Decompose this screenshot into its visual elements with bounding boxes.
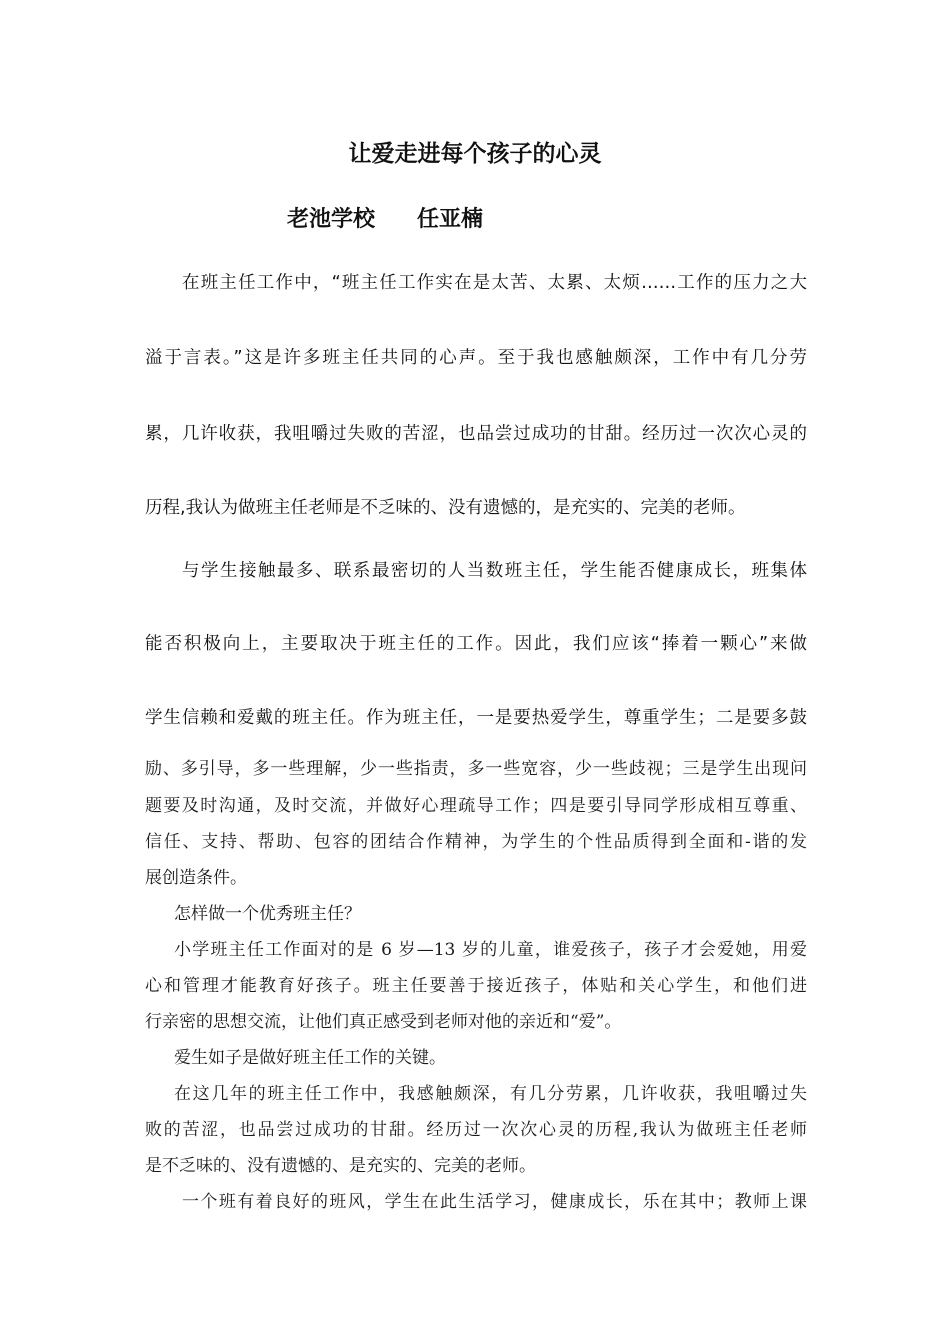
document-title: 让爱走进每个孩子的心灵 (348, 141, 602, 167)
paragraph-line: 在班主任工作中，“班主任工作实在是太苦、太累、太烦……工作的压力之大 (182, 273, 807, 293)
body-line: 怎样做一个优秀班主任？ (174, 904, 361, 924)
author-school: 老池学校 (287, 207, 376, 232)
body-line: 一个班有着良好的班风，学生在此生活学习，健康成长，乐在其中；教师上课 (182, 1192, 807, 1212)
body-line: 在这几年的班主任工作中，我感触颇深，有几分劳累，几许收获，我咀嚼过失 (174, 1084, 807, 1104)
paragraph-line: 累，几许收获，我咀嚼过失败的苦涩，也品尝过成功的甘甜。经历过一次次心灵的 (145, 424, 807, 444)
body-line: 爱生如子是做好班主任工作的关键。 (174, 1048, 446, 1068)
paragraph-line: 历程,我认为做班主任老师是不乏味的、没有遗憾的，是充实的、完美的老师。 (145, 498, 746, 518)
body-line: 题要及时沟通，及时交流，并做好心理疏导工作；四是要引导同学形成相互尊重、 (145, 796, 807, 816)
body-line: 信任、支持、帮助、包容的团结合作精神，为学生的个性品质得到全面和-谐的发 (145, 832, 807, 852)
body-line: 行亲密的思想交流，让他们真正感受到老师对他的亲近和“爱”。 (145, 1012, 622, 1032)
author-line (287, 202, 483, 233)
body-line: 励、多引导，多一些理解，少一些指责，多一些宽容，少一些歧视；三是学生出现问 (145, 759, 807, 779)
author-name: 任亚楠 (417, 207, 484, 232)
body-line: 心和管理才能教育好孩子。班主任要善于接近孩子，体贴和关心学生，和他们进 (145, 976, 807, 996)
body-line: 小学班主任工作面对的是 6 岁—13 岁的儿童，谁爱孩子，孩子才会爱她，用爱 (174, 940, 807, 960)
paragraph-line: 与学生接触最多、联系最密切的人当数班主任，学生能否健康成长，班集体 (182, 561, 807, 581)
paragraph-line: 学生信赖和爱戴的班主任。作为班主任，一是要热爱学生，尊重学生；二是要多鼓 (145, 708, 807, 728)
paragraph-line: 溢于言表。”这是许多班主任共同的心声。至于我也感触颇深，工作中有几分劳 (145, 348, 807, 368)
body-line: 败的苦涩，也品尝过成功的甘甜。经历过一次次心灵的历程,我认为做班主任老师 (145, 1120, 807, 1140)
paragraph-line: 能否积极向上，主要取决于班主任的工作。因此，我们应该“捧着一颗心”来做 (145, 634, 807, 654)
body-line: 是不乏味的、没有遗憾的、是充实的、完美的老师。 (145, 1156, 536, 1176)
body-line: 展创造条件。 (145, 868, 247, 888)
